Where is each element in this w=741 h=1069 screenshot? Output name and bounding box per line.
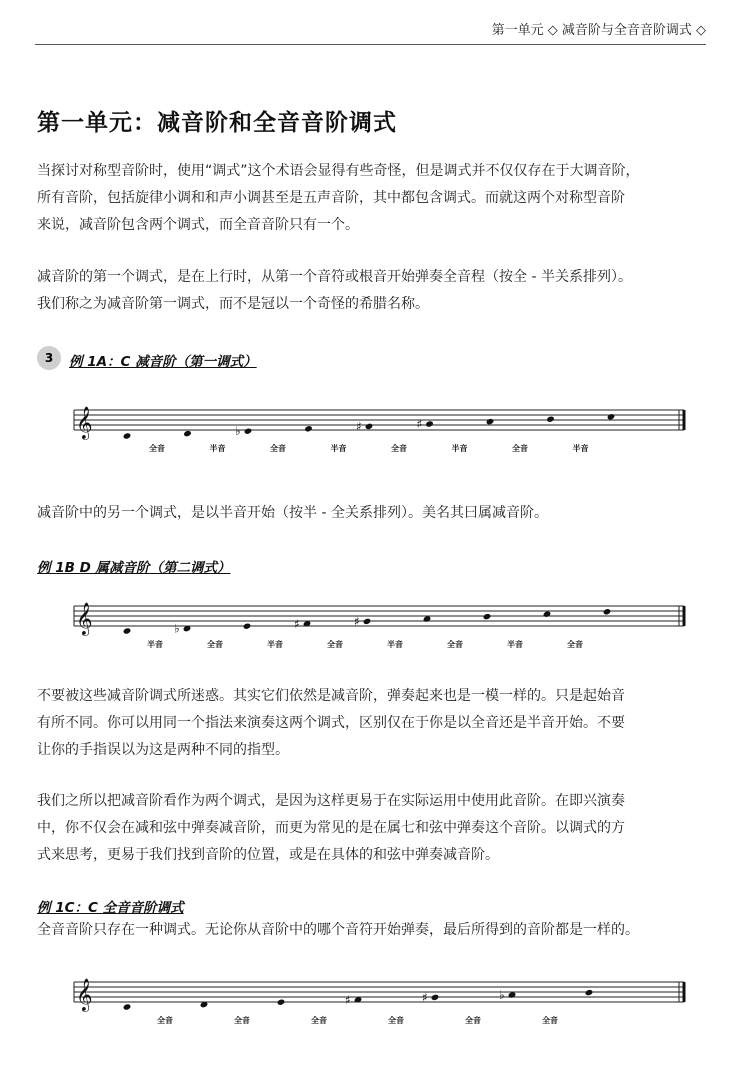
example-1a-label: 例 1A：C 减音阶（第一调式） xyxy=(69,354,257,370)
text-line: 有所不同。你可以用同一个指法来演奏这两个调式，区别仅在于你是以全音还是半音开始。不要 xyxy=(37,715,625,731)
example-1c-label: 例 1C：C 全音音阶调式 xyxy=(37,900,184,916)
running-title: 第一单元 ◇ 减音阶与全音音阶调式 ◇ xyxy=(491,23,706,38)
interval-label: 半音 xyxy=(147,640,163,649)
accidental: ♯ xyxy=(345,992,351,1007)
whole-tone-paragraph: 全音音阶只存在一种调式。无论你从音阶中的哪个音符开始弹奏，最后所得到的音阶都是一样的。 xyxy=(37,922,639,938)
text-line: 所有音阶，包括旋律小调和和声小调甚至是五声音阶，其中都包含调式。而就这两个对称型音阶 xyxy=(37,190,625,206)
mode2-paragraph: 减音阶中的另一个调式，是以半音开始（按半 - 全关系排列）。美名其曰属减音阶。 xyxy=(37,505,548,521)
interval-label: 半音 xyxy=(267,640,283,649)
interval-label: 半音 xyxy=(572,444,589,453)
note-head xyxy=(123,627,132,634)
text-line: 我们之所以把减音阶看作为两个调式，是因为这样更易于在实际运用中使用此音阶。在即兴演奏 xyxy=(37,793,625,809)
note-head xyxy=(243,623,252,630)
accidental: ♭ xyxy=(235,424,241,439)
text-line: 让你的手指误以为这是两种不同的指型。 xyxy=(37,742,289,758)
note-head xyxy=(363,618,372,625)
text-line: 减音阶的第一个调式，是在上行时，从第一个音符或根音开始弹奏全音程（按全 - 半关系排列）。 xyxy=(37,269,632,285)
interval-label: 全音 xyxy=(157,1016,173,1025)
mode1-paragraph xyxy=(37,264,709,318)
interval-label: 全音 xyxy=(447,640,463,649)
text-line: 式来思考，更易于我们找到音阶的位置，或是在具体的和弦中弹奏减音阶。 xyxy=(37,847,499,863)
interval-label: 半音 xyxy=(387,640,403,649)
text-line: 中，你不仅会在减和弦中弹奏减音阶，而更为常见的是在属七和弦中弹奏这个音阶。以调式的方 xyxy=(37,820,625,836)
text-line: 不要被这些减音阶调式所迷惑。其实它们依然是减音阶，弹奏起来也是一模一样的。只是起始音 xyxy=(37,688,625,704)
accidental: ♯ xyxy=(294,616,300,631)
track-number-badge: 3 xyxy=(37,346,61,370)
text-line: 当探讨对称型音阶时，使用“调式”这个术语会显得有些奇怪，但是调式并不仅仅存在于大调音阶， xyxy=(37,163,640,179)
explanation-paragraph xyxy=(37,683,709,764)
interval-label: 全音 xyxy=(149,444,165,453)
note-head xyxy=(244,428,253,435)
note-head xyxy=(425,420,434,427)
usage-paragraph xyxy=(37,788,709,869)
interval-label: 半音 xyxy=(451,444,468,453)
example-1b-label: 例 1B D 属减音阶（第二调式） xyxy=(37,560,231,576)
accidental: ♯ xyxy=(354,614,360,629)
interval-label: 全音 xyxy=(207,640,223,649)
accidental: ♯ xyxy=(422,990,428,1005)
note-head xyxy=(304,425,313,432)
interval-label: 全音 xyxy=(567,640,583,649)
note-head xyxy=(483,613,492,620)
chapter-title: 第一单元：减音阶和全音音阶调式 xyxy=(37,110,397,136)
note-head xyxy=(123,432,132,439)
accidental: ♭ xyxy=(174,621,180,636)
note-head xyxy=(486,418,495,425)
note-head xyxy=(607,413,616,420)
interval-label: 全音 xyxy=(311,1016,327,1025)
intro-paragraph xyxy=(37,158,709,239)
note-head xyxy=(543,611,552,618)
accidental: ♯ xyxy=(356,419,362,434)
notation-staff-1a xyxy=(70,398,690,458)
interval-label: 全音 xyxy=(542,1016,558,1025)
note-head xyxy=(585,989,594,996)
treble-clef: 𝄞 xyxy=(76,602,93,635)
interval-label: 半音 xyxy=(330,444,347,453)
text-line: 我们称之为减音阶第一调式，而不是冠以一个奇怪的希腊名称。 xyxy=(37,296,429,312)
interval-label: 全音 xyxy=(512,444,528,453)
notation-staff-1b xyxy=(70,594,690,654)
interval-label: 全音 xyxy=(388,1016,404,1025)
text-line: 来说，减音阶包含两个调式，而全音音阶只有一个。 xyxy=(37,217,359,233)
treble-clef: 𝄞 xyxy=(76,406,93,439)
interval-label: 全音 xyxy=(391,444,407,453)
note-head xyxy=(546,416,555,423)
note-head xyxy=(365,423,374,430)
interval-label: 半音 xyxy=(209,444,226,453)
note-head xyxy=(277,999,286,1006)
interval-label: 全音 xyxy=(327,640,343,649)
interval-label: 全音 xyxy=(270,444,286,453)
accidental: ♭ xyxy=(499,988,505,1002)
notation-staff-1c xyxy=(70,970,690,1030)
note-head xyxy=(603,608,612,615)
running-header xyxy=(35,16,706,45)
note-head xyxy=(123,1003,132,1010)
note-head xyxy=(183,430,192,437)
accidental: ♯ xyxy=(416,417,423,431)
interval-label: 全音 xyxy=(465,1016,481,1025)
note-head xyxy=(431,994,440,1001)
treble-clef: 𝄞 xyxy=(76,978,93,1011)
interval-label: 半音 xyxy=(507,640,523,649)
interval-label: 全音 xyxy=(234,1016,250,1025)
